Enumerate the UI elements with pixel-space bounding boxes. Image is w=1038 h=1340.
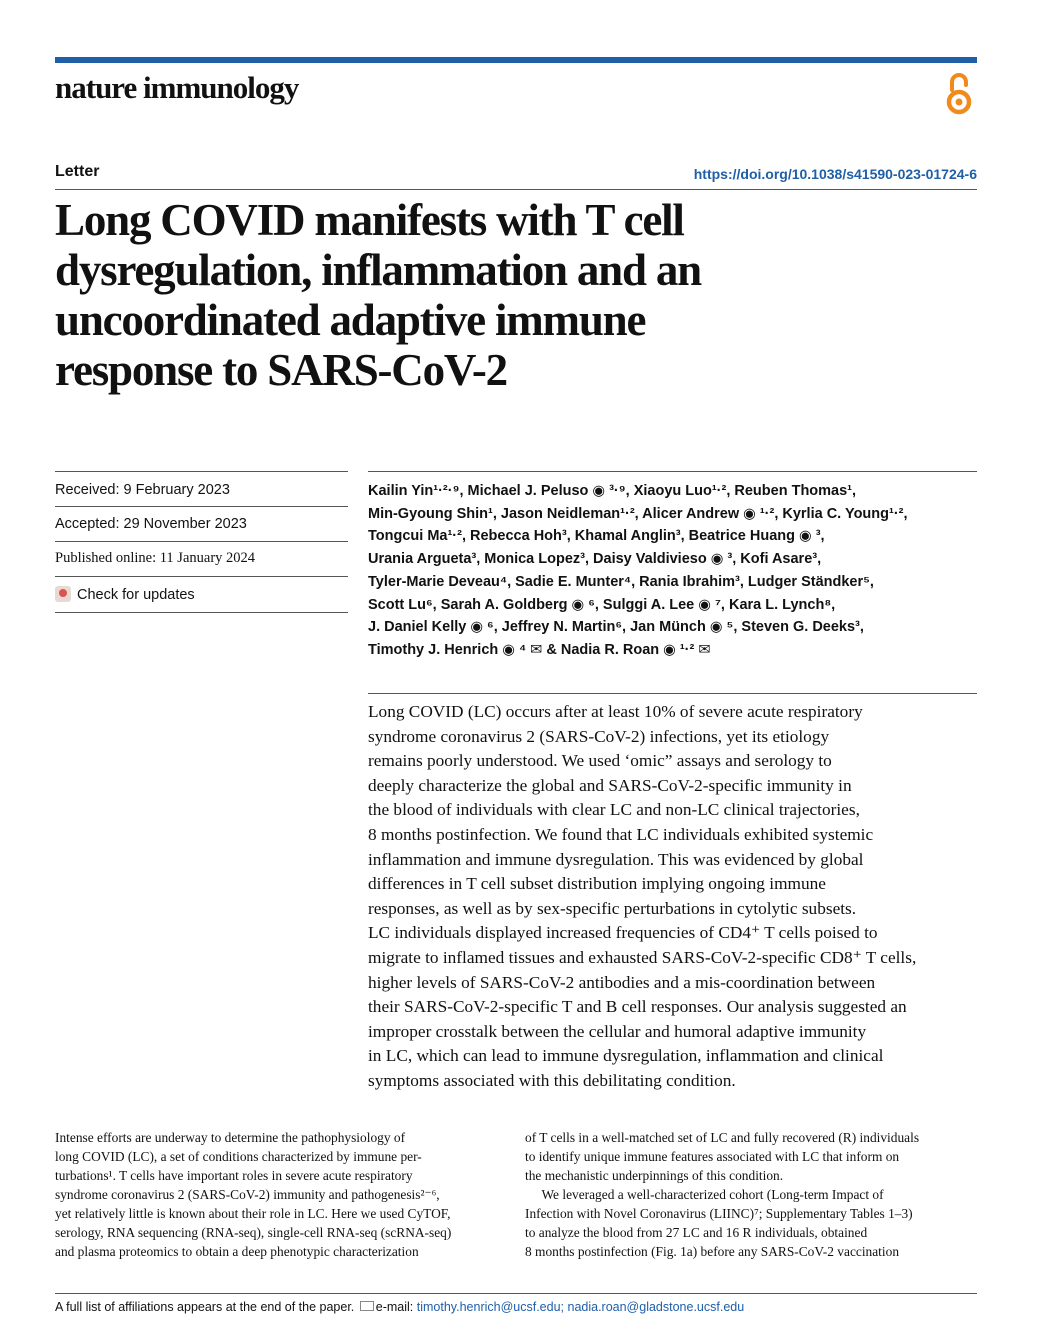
body-line: We leveraged a well-characterized cohort (Long-term Impact of <box>525 1187 884 1202</box>
footnote-lead: A full list of affiliations appears at the end of the paper. <box>55 1300 355 1314</box>
author-line: Kailin Yin¹·²·⁹, Michael J. Peluso ◉ ³·⁹, Xiaoyu Luo¹·², Reuben Thomas¹, <box>368 483 857 499</box>
author-line: Min-Gyoung Shin¹, Jason Neidleman¹·², Alicer Andrew ◉ ¹·², Kyrlia C. Young¹·², <box>368 505 908 522</box>
body-line: to analyze the blood from 27 LC and 16 R individuals, obtained <box>525 1225 868 1240</box>
abstract-line: symptoms associated with this debilitating condition. <box>368 1070 736 1090</box>
abstract-line: improper crosstalk between the cellular and humoral adaptive immunity <box>368 1021 867 1041</box>
abstract-line: Long COVID (LC) occurs after at least 10% of severe acute respiratory <box>368 702 863 721</box>
journal-name: nature immunology <box>55 70 299 105</box>
accepted-date: Accepted: 29 November 2023 <box>55 516 247 532</box>
email-label: e-mail: <box>375 1300 414 1314</box>
open-access-icon <box>942 72 976 116</box>
author-line: Urania Argueta³, Monica Lopez³, Daisy Valdivieso ◉ ³, Kofi Asare³, <box>368 551 822 568</box>
abstract <box>368 700 968 1094</box>
body-line: yet relatively little is known about their role in LC. Here we used CyTOF, <box>55 1206 451 1221</box>
abstract-line: inflammation and immune dysregulation. This was evidenced by global <box>368 849 864 869</box>
abstract-divider <box>368 693 977 694</box>
body-line: Intense efforts are underway to determine the pathophysiology of <box>55 1130 406 1145</box>
author-line: Timothy J. Henrich ◉ ⁴ ✉ & Nadia R. Roan ◉ ¹·² ✉ <box>368 641 711 658</box>
body-line: turbations¹. T cells have important roles in severe acute respiratory <box>55 1168 413 1183</box>
email-links[interactable]: timothy.henrich@ucsf.edu; nadia.roan@gladstone.ucsf.edu <box>416 1300 745 1314</box>
footnote <box>55 1300 744 1314</box>
author-line: Tongcui Ma¹·², Rebecca Hoh³, Khamal Anglin³, Beatrice Huang ◉ ³, <box>368 528 825 545</box>
doi-link[interactable]: https://doi.org/10.1038/s41590-023-01724-6 <box>693 166 977 182</box>
abstract-line: responses, as well as by sex-specific perturbations in cytolytic subsets. <box>368 898 857 918</box>
meta-divider <box>55 612 348 613</box>
published-date: Published online: 11 January 2024 <box>55 550 256 566</box>
check-updates-label: Check for updates <box>77 587 195 603</box>
envelope-icon <box>360 1301 374 1311</box>
abstract-line: syndrome coronavirus 2 (SARS-CoV-2) infections, yet its etiology <box>368 726 830 746</box>
title-line: Long COVID manifests with T cell <box>55 195 684 245</box>
meta-divider <box>55 541 348 542</box>
body-line: and plasma proteomics to obtain a deep phenotypic characterization <box>55 1244 419 1259</box>
meta-divider <box>55 471 348 472</box>
abstract-line: in LC, which can lead to immune dysregulation, inflammation and clinical <box>368 1046 884 1066</box>
author-line: Tyler-Marie Deveau⁴, Sadie E. Munter⁴, Rania Ibrahim³, Ludger Ständker⁵, <box>368 573 874 590</box>
title-line: uncoordinated adaptive immune <box>55 295 646 345</box>
check-updates-button[interactable] <box>55 586 195 603</box>
article-type: Letter <box>55 163 100 180</box>
body-line: Infection with Novel Coronavirus (LIINC)⁷; Supplementary Tables 1–3) <box>525 1206 913 1221</box>
abstract-line: LC individuals displayed increased frequencies of CD4⁺ T cells poised to <box>368 923 878 943</box>
article-title <box>55 195 955 395</box>
abstract-line: differences in T cell subset distribution implying ongoing immune <box>368 874 826 894</box>
meta-divider <box>55 576 348 577</box>
author-list <box>368 480 968 662</box>
abstract-line: the blood of individuals with clear LC and non-LC clinical trajectories, <box>368 800 860 820</box>
meta-divider <box>55 506 348 507</box>
title-line: response to SARS-CoV-2 <box>55 345 507 395</box>
authors-divider <box>368 471 977 472</box>
abstract-line: higher levels of SARS-CoV-2 antibodies and a mis-coordination between <box>368 972 876 992</box>
body-line: long COVID (LC), a set of conditions characterized by immune per- <box>55 1149 422 1164</box>
body-line: serology, RNA sequencing (RNA-seq), single-cell RNA-seq (scRNA-seq) <box>55 1225 452 1240</box>
abstract-line: deeply characterize the global and SARS-CoV-2-specific immunity in <box>368 775 852 795</box>
body-line: syndrome coronavirus 2 (SARS-CoV-2) immunity and pathogenesis²⁻⁶, <box>55 1187 440 1202</box>
journal-top-bar <box>55 57 977 63</box>
abstract-line: their SARS-CoV-2-specific T and B cell responses. Our analysis suggested an <box>368 997 907 1017</box>
body-line: the mechanistic underpinnings of this condition. <box>525 1168 784 1183</box>
check-updates-icon <box>55 586 71 602</box>
body-line: to identify unique immune features associated with LC that inform on <box>525 1149 900 1164</box>
author-line: Scott Lu⁶, Sarah A. Goldberg ◉ ⁶, Sulggi A. Lee ◉ ⁷, Kara L. Lynch⁸, <box>368 596 836 613</box>
received-date: Received: 9 February 2023 <box>55 482 230 498</box>
body-column-left <box>55 1128 507 1261</box>
body-column-right <box>525 1128 977 1261</box>
header-divider <box>55 189 977 190</box>
abstract-line: remains poorly understood. We used ‘omic” assays and serology to <box>368 751 832 771</box>
body-line: 8 months postinfection (Fig. 1a) before any SARS-CoV-2 vaccination <box>525 1244 900 1259</box>
footnote-divider <box>55 1293 977 1294</box>
abstract-line: 8 months postinfection. We found that LC individuals exhibited systemic <box>368 824 874 844</box>
abstract-line: migrate to inflamed tissues and exhausted SARS-CoV-2-specific CD8⁺ T cells, <box>368 947 917 967</box>
body-line: of T cells in a well-matched set of LC and fully recovered (R) individuals <box>525 1130 920 1145</box>
author-line: J. Daniel Kelly ◉ ⁶, Jeffrey N. Martin⁶, Jan Münch ◉ ⁵, Steven G. Deeks³, <box>368 619 864 636</box>
title-line: dysregulation, inflammation and an <box>55 245 701 295</box>
